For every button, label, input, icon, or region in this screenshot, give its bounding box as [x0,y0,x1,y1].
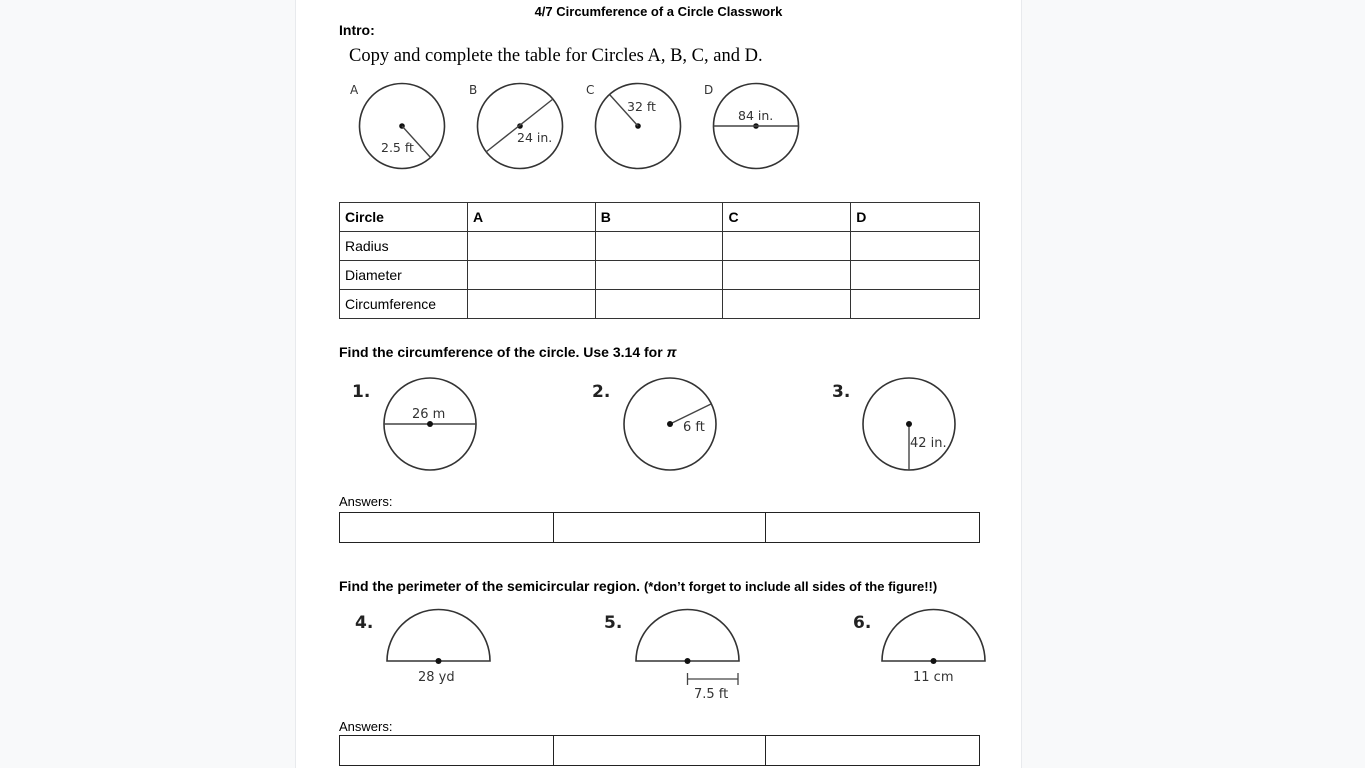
circumference-c-cell[interactable] [723,290,851,319]
header-cell-b: B [595,203,723,232]
pi-symbol: π [666,344,677,360]
intro-label: Intro: [339,22,375,38]
circumference-d-cell[interactable] [851,290,980,319]
problem-2-number: 2. [592,382,611,402]
table-row-radius [340,232,980,261]
problem-1-number: 1. [352,382,371,402]
radius-c-cell[interactable] [723,232,851,261]
section2-answers-table [339,735,980,766]
row-label-circumference: Circumference [340,290,468,319]
circumference-a-cell[interactable] [467,290,595,319]
row-label-radius: Radius [340,232,468,261]
problem-4-diagram [355,610,490,686]
intro-circles-figure [340,78,820,178]
section1-figures [346,372,966,477]
header-cell-d: D [851,203,980,232]
problem-1-measure: 26 m [412,407,446,422]
answer-3-cell[interactable] [766,513,980,543]
section2-heading-main: Find the perimeter of the semicircular region. [339,578,641,594]
circle-c-label: C [586,83,595,97]
table-header-row [340,203,980,232]
problem-6-measure: 11 cm [913,670,954,685]
section1-answers-table [339,512,980,543]
table-row-diameter [340,261,980,290]
section1-answers-label: Answers: [339,494,393,509]
circle-a-measure: 2.5 ft [381,140,414,155]
circle-d-label: D [704,83,714,97]
circle-b-label: B [469,83,478,97]
table-row-circumference [340,290,980,319]
circle-d-measure: 84 in. [738,108,774,123]
circle-b-measure-text: 24 in. [517,130,553,145]
document-page [296,0,1021,768]
answer-2-cell[interactable] [553,513,766,543]
problem-3-diagram [832,378,955,470]
problem-6-diagram [853,610,985,686]
problem-6-number: 6. [853,613,872,633]
intro-table [339,202,980,319]
circle-a-label: A [350,83,359,97]
problem-5-diagram [604,610,739,703]
row-label-diameter: Diameter [340,261,468,290]
diameter-d-cell[interactable] [851,261,980,290]
problem-1-diagram [352,378,476,470]
circle-d-diagram [704,83,799,169]
circle-c-diagram [586,83,681,169]
document-title: 4/7 Circumference of a Circle Classwork [534,4,783,19]
problem-4-measure: 28 yd [418,670,455,685]
radius-d-cell[interactable] [851,232,980,261]
problem-2-diagram [592,378,716,470]
section2-answers-label: Answers: [339,719,393,734]
radius-b-cell[interactable] [595,232,723,261]
diameter-b-cell[interactable] [595,261,723,290]
problem-2-measure: 6 ft [683,420,705,435]
answers-row [340,513,980,543]
problem-3-measure: 42 in. [910,436,947,451]
answer-5-cell[interactable] [553,736,766,766]
answer-6-cell[interactable] [766,736,980,766]
header-cell-a: A [467,203,595,232]
answers-row [340,736,980,766]
circle-b-diagram [469,83,563,169]
answer-1-cell[interactable] [340,513,554,543]
circle-c-measure: 32 ft [627,99,656,114]
section1-heading-text: Find the circumference of the circle. Use 3.14 for [339,344,667,360]
diameter-a-cell[interactable] [467,261,595,290]
section2-heading [339,578,937,594]
circumference-b-cell[interactable] [595,290,723,319]
answer-4-cell[interactable] [340,736,554,766]
problem-5-number: 5. [604,613,623,633]
problem-3-number: 3. [832,382,851,402]
intro-instruction: Copy and complete the table for Circles A, B, C, and D. [349,46,763,66]
section1-heading [339,344,677,360]
problem-5-measure: 7.5 ft [694,687,729,702]
radius-a-cell[interactable] [467,232,595,261]
section2-figures [346,604,996,709]
diameter-c-cell[interactable] [723,261,851,290]
header-cell-circle: Circle [340,203,468,232]
circle-a-diagram [350,83,445,169]
header-cell-c: C [723,203,851,232]
problem-4-number: 4. [355,613,374,633]
section2-heading-note: (*don’t forget to include all sides of the figure!!) [643,579,938,594]
